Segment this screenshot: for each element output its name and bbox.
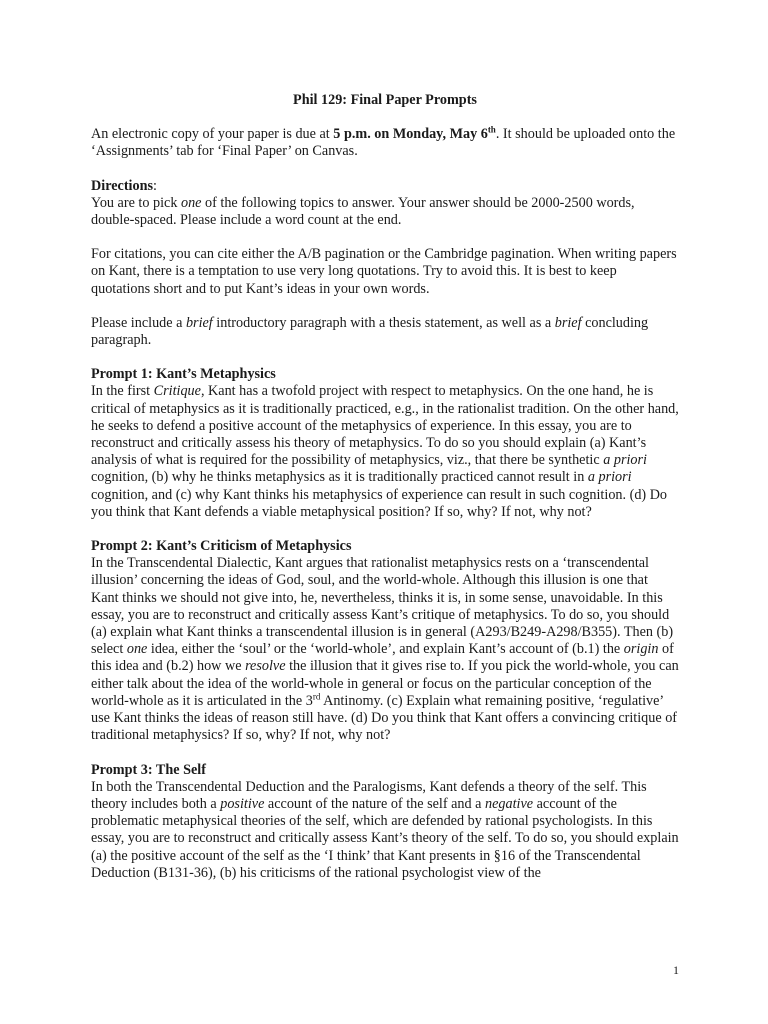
directions-emphasis: one [180, 194, 202, 211]
prompt-2-em-origin: origin [623, 641, 659, 658]
prompt-1-text-c: cognition, (b) why he thinks metaphysics as it is traditionally practiced cannot result in [91, 469, 588, 486]
prompt-2-text-a: In the Transcendental Dialectic, Kant argues that rationalist metaphysics rests on a ‘transcendental illusion’ concerning the ideas of God, soul, and the world-whole. Although this illusion is one that Kant thinks we should not give into, he, nevertheless, thinks it is, in some sense, unavoidable. In this essay, you are to reconstruct and critically assess Kant’s critique of metaphysics. To do so, you should (a) explain what Kant thinks a transcendental illusion is in general (A293/B249-A298/B355). Then (b) select [91, 555, 674, 658]
brief-emphasis-2: brief [554, 314, 582, 331]
prompt-3-heading: Prompt 3: The Self [91, 761, 206, 778]
structure-text-c: concluding paragraph. [91, 314, 649, 349]
document-title: Phil 129: Final Paper Prompts [293, 92, 477, 108]
prompt-2-heading: Prompt 2: Kant’s Criticism of Metaphysics [91, 538, 352, 555]
directions-colon: : [153, 177, 157, 194]
prompt-1-text-a: In the first [91, 383, 154, 400]
prompt-1-heading: Prompt 1: Kant’s Metaphysics [91, 366, 276, 383]
prompt-2-text-d: the illusion that it gives rise to. If you pick the world-whole, you can either talk about the idea of the world-whole in general or focus on the particular conception of the world-whole as it is articulated in the 3 [91, 658, 679, 709]
due-date-paragraph [91, 126, 679, 160]
prompt-2-text-b: idea, either the ‘soul’ or the ‘world-whole’, and explain Kant’s account of (b.1) the [147, 641, 624, 658]
prompt-3-text-b: account of the nature of the self and a [264, 795, 485, 812]
prompt-2-section [91, 538, 679, 744]
prompt-1-em-apriori-1: a priori [603, 452, 647, 469]
prompt-3-text-c: account of the problematic metaphysical theories of the self, which are defended by rational psychologists. In this essay, you are to reconstruct and critically assess Kant’s theory of the self. To do so, you should explain (a) the positive account of the self as the ‘I think’ that Kant presents in §16 of the Transcendental Deduction (B131-36), (b) his criticisms of the rational psychologist view of the [91, 795, 679, 881]
brief-emphasis-1: brief [185, 314, 213, 331]
prompt-3-text-a: In both the Transcendental Deduction and the Paralogisms, Kant defends a theory of the self. This theory includes both a [91, 778, 647, 812]
prompt-2-ordinal-suffix: rd [312, 691, 321, 702]
prompt-1-em-apriori-2: a priori [587, 469, 632, 486]
document-page [91, 92, 679, 882]
structure-text-a: Please include a [91, 314, 186, 331]
prompt-3-em-positive: positive [220, 795, 265, 812]
directions-text-a: You are to pick [91, 194, 181, 211]
due-date [333, 126, 496, 142]
prompt-2-text-c: of this idea and (b.2) how we [91, 641, 674, 675]
due-date-text: 5 p.m. on Monday, May 6 [333, 126, 488, 143]
prompt-2-em-resolve: resolve [245, 658, 286, 675]
due-date-suffix: th [487, 124, 496, 135]
prompt-3-section [91, 762, 679, 882]
structure-text-b: introductory paragraph with a thesis statement, as well as a [212, 314, 555, 331]
prompt-1-text-b: , Kant has a twofold project with respect to metaphysics. On the one hand, he is critical of metaphysics as it is traditionally practiced, e.g., in the rationalist tradition. On the other hand, he seeks to defend a positive account of the metaphysics of experience. In this essay, you are to reconstruct and critically assess his theory of metaphysics. To do so you should explain (a) Kant’s analysis of what is required for the possibility of metaphysics, viz., that there be synthetic [91, 383, 679, 469]
page-number: 1 [673, 963, 679, 977]
directions-paragraph [91, 178, 679, 230]
directions-text-b: of the following topics to answer. Your answer should be 2000-2500 words, double-spaced. Please include a word count at the end. [91, 194, 635, 229]
prompt-3-em-negative: negative [484, 795, 534, 812]
citations-paragraph: For citations, you can cite either the A/B pagination or the Cambridge pagination. When writing papers on Kant, there is a temptation to use very long quotations. Try to avoid this. It is best to keep quotations short and to put Kant’s ideas in your own words. [91, 246, 677, 297]
prompt-1-em-critique: Critique [153, 383, 201, 400]
prompt-2-text-e: Antinomy. (c) Explain what remaining positive, ‘regulative’ use Kant thinks the ideas of reason still have. (d) Do you think that Kant offers a convincing critique of traditional metaphysics? If so, why? If not, why not? [91, 692, 678, 744]
intro-text: An electronic copy of your paper is due at [91, 126, 334, 143]
prompt-1-text-d: cognition, and (c) why Kant thinks his metaphysics of experience can result in such cognition. (d) Do you think that Kant defends a viable metaphysical position? If so, why? If not, why not? [91, 486, 668, 520]
prompt-2-em-one: one [126, 641, 148, 658]
directions-heading: Directions [91, 177, 153, 194]
intro-text-2: . It should be uploaded onto the ‘Assignments’ tab for ‘Final Paper’ on Canvas. [91, 126, 676, 160]
prompt-1-section [91, 366, 679, 521]
structure-paragraph [91, 315, 679, 349]
